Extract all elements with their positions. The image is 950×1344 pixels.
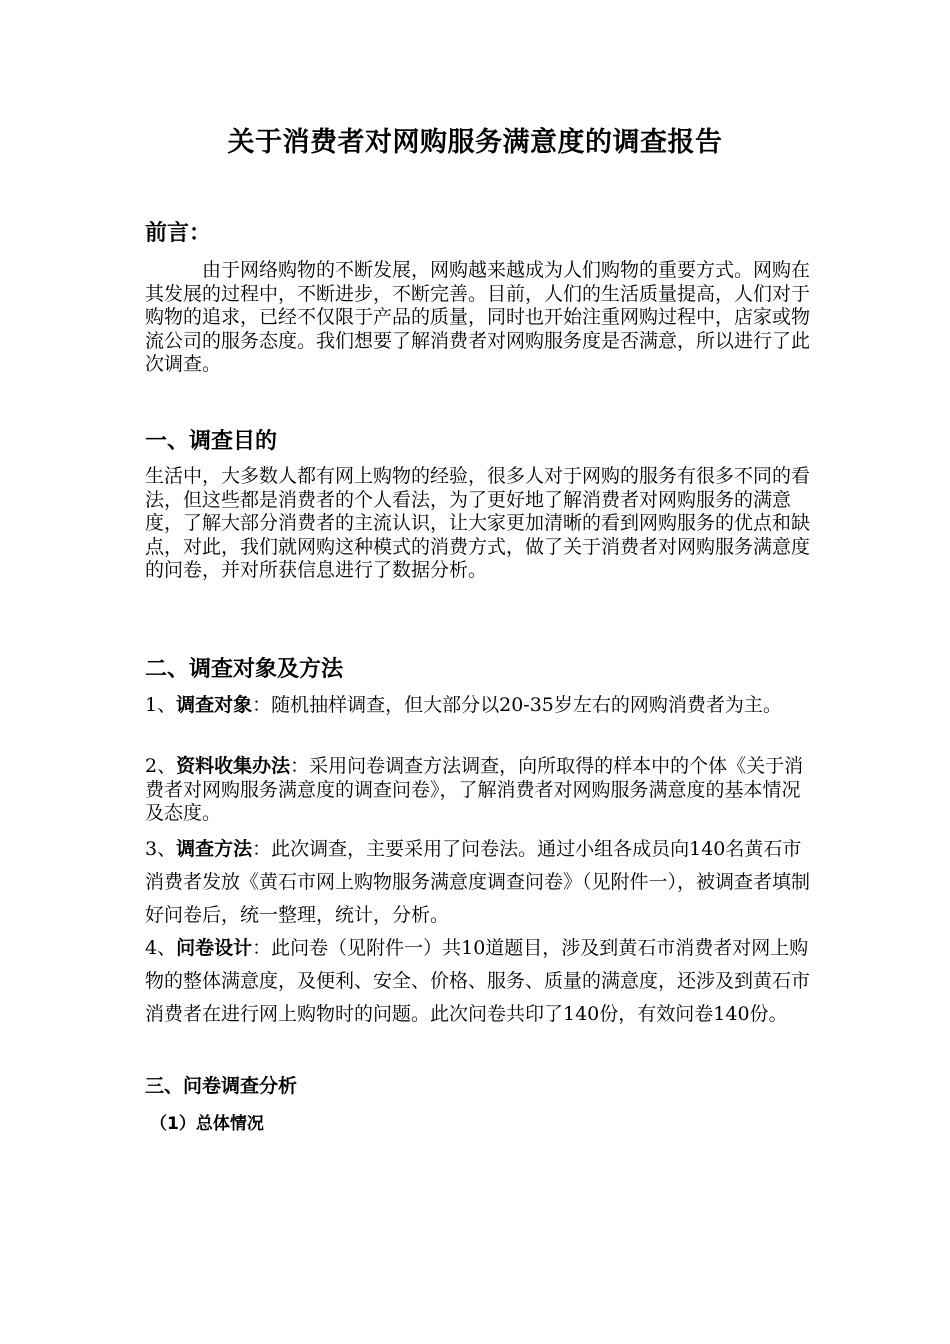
section3-subheading: （1）总体情况	[150, 1114, 264, 1134]
method-item-label: 问卷设计	[176, 937, 253, 959]
preface-heading: 前言：	[145, 221, 212, 246]
report-title: 关于消费者对网购服务满意度的调查报告	[227, 127, 723, 158]
method-item-colon: ：	[290, 755, 310, 777]
method-item-1	[145, 694, 810, 718]
section1-body: 生活中，大多数人都有网上购物的经验，很多人对于网购的服务有很多不同的看法，但这些都是消费者的个人看法，为了更好地了解消费者对网购服务的满意度，了解大部分消费者的主流认识，让大家更加清晰的看到网购服务的优点和缺点，对此，我们就网购这种模式的消费方式，做了关于消费者对网购服务满意度的问卷，并对所获信息进行了数据分析。	[145, 465, 811, 581]
method-item-label: 调查对象	[176, 694, 253, 716]
method-item-3	[145, 833, 810, 932]
method-item-num: 4、	[145, 937, 177, 959]
method-item-num: 3、	[145, 838, 177, 860]
section3-heading: 三、问卷调查分析	[145, 1075, 298, 1097]
method-item-label: 资料收集办法	[176, 755, 291, 777]
method-item-text: 随机抽样调查，但大部分以20-35岁左右的网购消费者为主。	[271, 694, 782, 716]
method-item-2	[145, 755, 810, 826]
section1-heading: 一、调查目的	[145, 429, 278, 454]
method-item-text: 此问卷（见附件一）共10道题目，涉及到黄石市消费者对网上购物的整体满意度，及便利、安全、价格、服务、质量的满意度，还涉及到黄石市消费者在进行网上购物时的问题。此次问卷共印了140份，有效问卷140份。	[145, 937, 811, 1025]
method-item-colon: ：	[252, 838, 272, 860]
method-item-text: 采用问卷调查方法调查，向所取得的样本中的个体《关于消费者对网购服务满意度的调查问卷》，了解消费者对网购服务满意度的基本情况及态度。	[145, 755, 804, 824]
method-item-label: 调查方法	[176, 838, 253, 860]
method-item-colon: ：	[252, 694, 272, 716]
section2-heading: 二、调查对象及方法	[145, 657, 344, 682]
method-item-num: 2、	[145, 755, 177, 777]
method-item-num: 1、	[145, 694, 177, 716]
method-item-4	[145, 932, 810, 1031]
method-item-colon: ：	[252, 937, 272, 959]
preface-body: 由于网络购物的不断发展，网购越来越成为人们购物的重要方式。网购在其发展的过程中，不断进步，不断完善。目前，人们的生活质量提高，人们对于购物的追求，已经不仅限于产品的质量，同时也开始注重网购过程中，店家或物流公司的服务态度。我们想要了解消费者对网购服务度是否满意，所以进行了此次调查。	[145, 259, 811, 375]
method-item-text: 此次调查，主要采用了问卷法。通过小组各成员向140名黄石市消费者发放《黄石市网上购物服务满意度调查问卷》（见附件一），被调查者填制好问卷后，统一整理，统计，分析。	[145, 838, 811, 926]
